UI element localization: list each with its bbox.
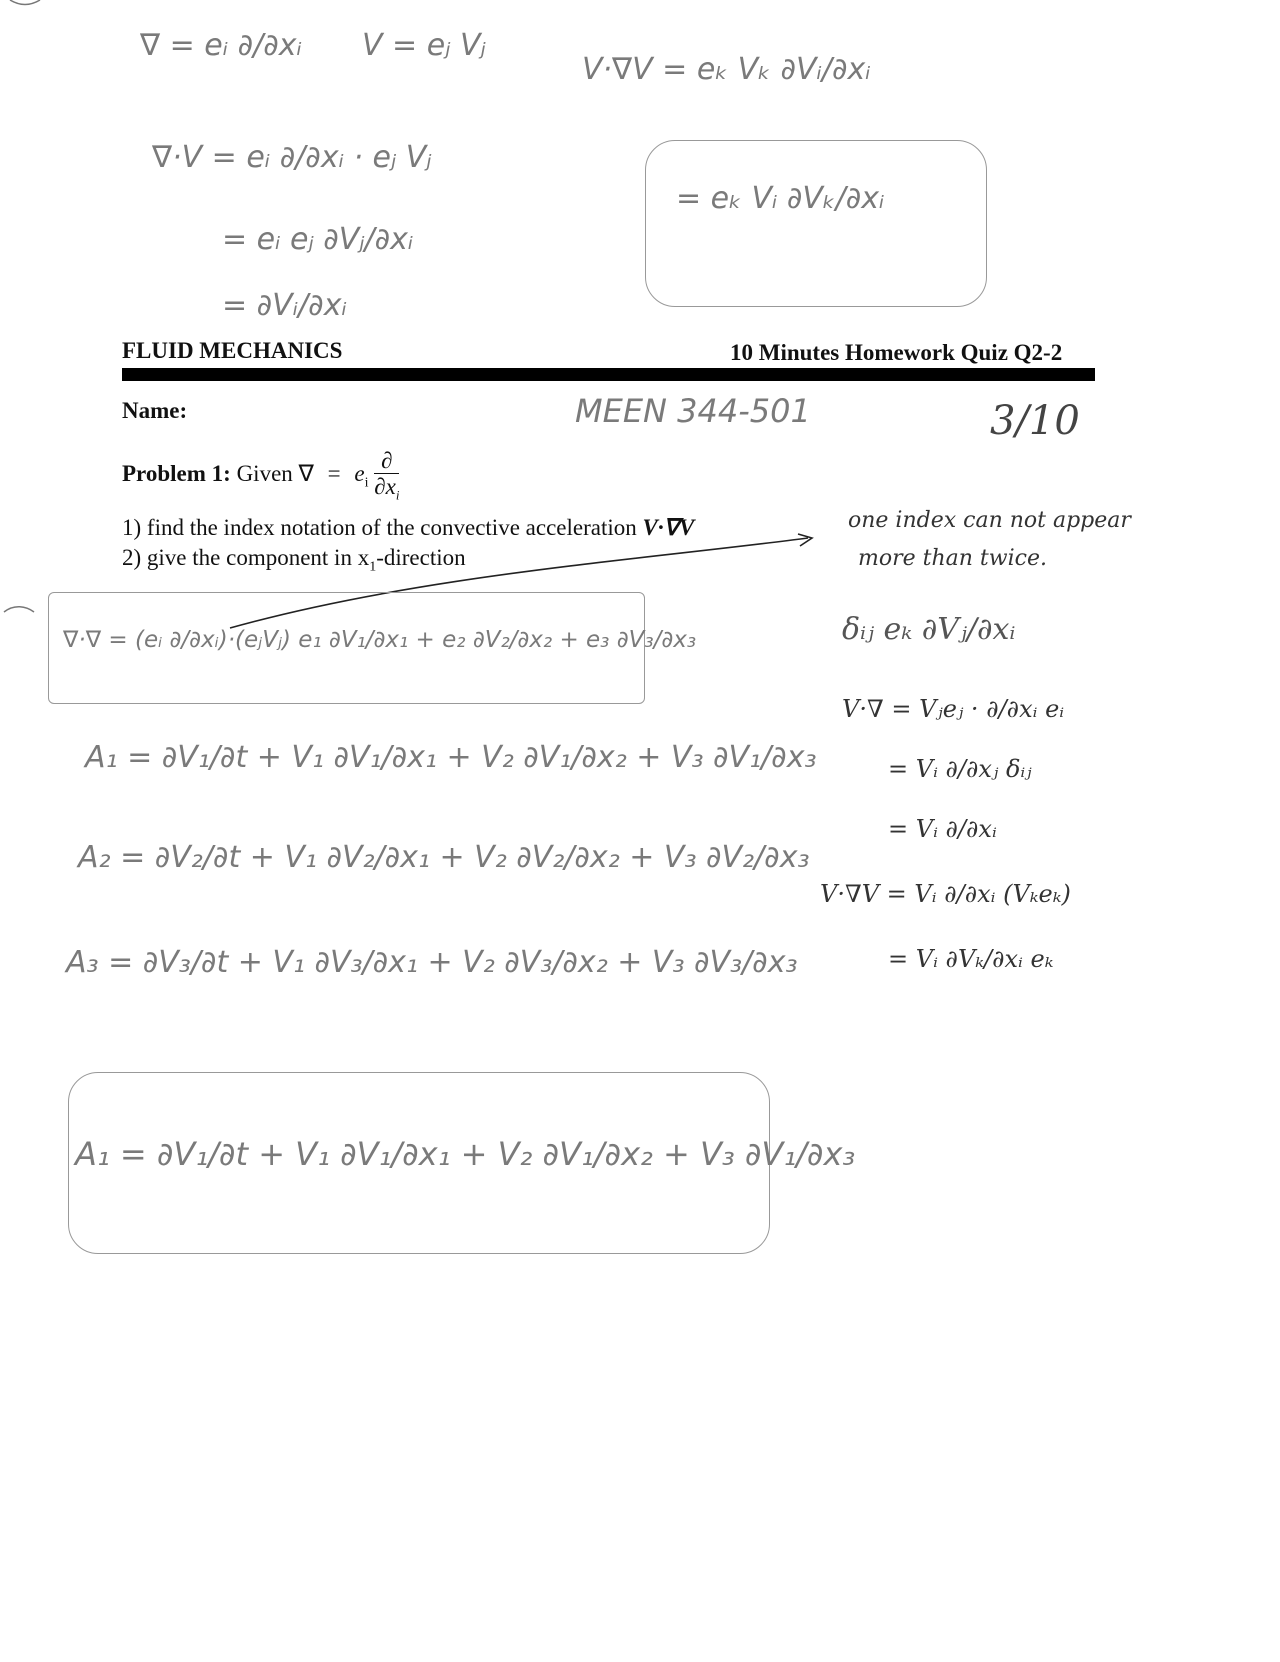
course-code: MEEN 344-501	[575, 392, 811, 430]
question-2	[122, 545, 466, 576]
problem-e: e	[354, 460, 365, 486]
grader-line5: = Vᵢ ∂Vₖ/∂xᵢ eₖ	[888, 945, 1054, 973]
question-1-text: 1) find the index notation of the convective acceleration	[122, 515, 643, 540]
note-div-line3: = ∂Vᵢ/∂xᵢ	[222, 288, 347, 323]
final-answer-box	[68, 1072, 856, 1254]
grader-comment-line2: more than twice.	[858, 546, 1047, 571]
quiz-title: 10 Minutes Homework Quiz Q2-2	[730, 340, 1063, 365]
score: 3/10	[990, 398, 1080, 444]
grader-line4: V·∇V = Vᵢ ∂/∂xᵢ (Vₖeₖ)	[820, 880, 1071, 908]
name-label: Name:	[122, 398, 188, 423]
note-v-def: V = eⱼ Vⱼ	[362, 28, 486, 63]
problem-frac-sub: i	[395, 487, 400, 503]
problem-frac-num: ∂	[374, 448, 399, 474]
expand-box	[48, 592, 697, 704]
problem-eq: =	[327, 460, 341, 486]
question-1	[122, 515, 694, 541]
problem-frac-den	[374, 474, 399, 503]
problem-label: Problem 1:	[122, 460, 231, 486]
grader-comment-line1: one index can not appear	[848, 508, 1131, 533]
component-a2: A₂ = ∂V₂/∂t + V₁ ∂V₂/∂x₁ + V₂ ∂V₂/∂x₂ + V₃ ∂V₂/∂x₃	[78, 840, 810, 875]
header-rule	[122, 368, 1095, 381]
problem-e-sub: i	[364, 475, 369, 491]
note-div-line2: = eᵢ eⱼ ∂Vⱼ/∂xᵢ	[222, 222, 414, 257]
question-2-suffix: -direction	[376, 545, 466, 570]
grader-arrow-head	[798, 534, 812, 546]
question-2-text: 2) give the component in x	[122, 545, 370, 570]
component-a3: A₃ = ∂V₃/∂t + V₁ ∂V₃/∂x₁ + V₂ ∂V₃/∂x₂ + V₃ ∂V₃/∂x₃	[66, 945, 798, 980]
grader-line2: = Vᵢ ∂/∂xⱼ δᵢⱼ	[888, 755, 1032, 783]
note-conv-boxed: = eₖ Vᵢ ∂Vₖ/∂xᵢ	[676, 181, 885, 216]
note-conv-box	[645, 140, 987, 307]
component-a1: A₁ = ∂V₁/∂t + V₁ ∂V₁/∂x₁ + V₂ ∂V₁/∂x₂ + V₃ ∂V₁/∂x₃	[85, 740, 817, 775]
question-1-expr: V·∇V	[642, 515, 695, 540]
note-grad-def: ∇ = eᵢ ∂/∂xᵢ	[140, 28, 302, 63]
problem-frac-dx: ∂x	[374, 474, 396, 500]
final-answer: A₁ = ∂V₁/∂t + V₁ ∂V₁/∂x₁ + V₂ ∂V₁/∂x₂ + V₃ ∂V₁/∂x₃	[75, 1135, 856, 1173]
grader-line1: V·∇ = Vⱼeⱼ · ∂/∂xᵢ eᵢ	[842, 695, 1065, 723]
grader-line3: = Vᵢ ∂/∂xᵢ	[888, 815, 997, 843]
problem-fraction	[374, 448, 399, 503]
course-title: FLUID MECHANICS	[122, 338, 343, 363]
page-mark-top	[10, 0, 40, 5]
question-2-sub: 1	[369, 559, 377, 575]
page-mark	[4, 607, 34, 612]
grader-delta: δᵢⱼ eₖ ∂Vⱼ/∂xᵢ	[842, 612, 1016, 647]
expand-line: ∇·∇ = (eᵢ ∂/∂xᵢ)·(eⱼVⱼ) e₁ ∂V₁/∂x₁ + e₂ ∂V₂/∂x₂ + e₃ ∂V₃/∂x₃	[63, 627, 697, 653]
problem-given: Given ∇	[236, 460, 314, 486]
note-div-line1: ∇·V = eᵢ ∂/∂xᵢ · eⱼ Vⱼ	[152, 140, 432, 175]
problem-statement	[122, 448, 399, 503]
note-conv-line1: V·∇V = eₖ Vₖ ∂Vᵢ/∂xᵢ	[582, 52, 871, 87]
